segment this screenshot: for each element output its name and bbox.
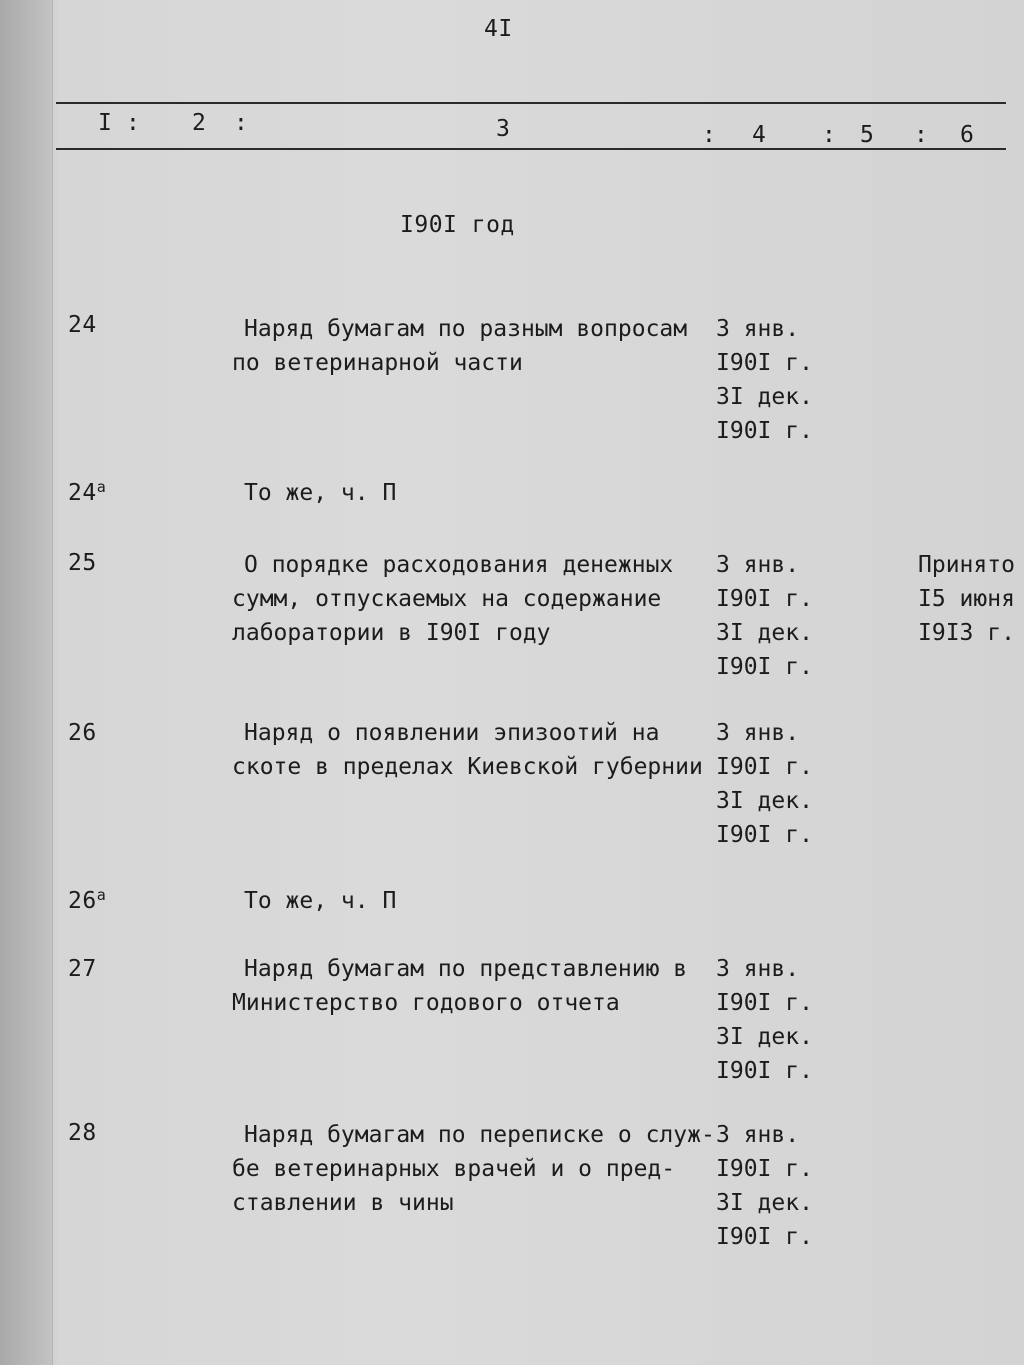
entry-number [68, 952, 97, 986]
entry-number-main: 24 [68, 312, 97, 338]
date-line: 3 янв. [716, 720, 800, 746]
entry-number [68, 716, 97, 750]
note-line: I9I3 г. [918, 620, 1015, 646]
date-line: I90I г. [716, 754, 813, 780]
description-line: Наряд бумагам по разным вопросам [244, 316, 688, 342]
entry-dates [716, 312, 813, 448]
entry-number-main: 26 [68, 888, 97, 914]
header-sep: : [234, 110, 249, 136]
entry-number-sup: а [96, 478, 107, 496]
description-line: Наряд бумагам по представлению в [244, 956, 688, 982]
entry-dates [716, 716, 813, 852]
header-sep: : [702, 122, 717, 148]
description-line: То же, ч. П [244, 888, 397, 914]
date-line: 3 янв. [716, 956, 800, 982]
entry-number-main: 24 [68, 480, 97, 506]
header-col-1: I [98, 110, 113, 136]
entry-description [232, 884, 396, 918]
date-line: I90I г. [716, 990, 813, 1016]
header-col-4: 4 [752, 122, 767, 148]
entry-number [68, 476, 106, 510]
date-line: I90I г. [716, 586, 813, 612]
entry-number-main: 27 [68, 956, 97, 982]
description-line: ставлении в чины [232, 1190, 454, 1216]
description-line: О порядке расходования денежных [244, 552, 674, 578]
date-line: 3I дек. [716, 384, 813, 410]
description-line: по ветеринарной части [232, 350, 523, 376]
entry-number [68, 546, 97, 580]
description-line: Наряд бумагам по переписке о служ- [244, 1122, 715, 1148]
entry-description [232, 716, 703, 784]
description-line: То же, ч. П [244, 480, 397, 506]
date-line: I90I г. [716, 1224, 813, 1250]
entry-dates [716, 952, 813, 1088]
entry-number-main: 26 [68, 720, 97, 746]
entry-description [232, 312, 687, 380]
description-line: Наряд о появлении эпизоотий на [244, 720, 660, 746]
entry-number [68, 1116, 97, 1150]
entry-dates [716, 548, 813, 684]
entry-number-main: 25 [68, 550, 97, 576]
entry-number-main: 28 [68, 1120, 97, 1146]
date-line: 3I дек. [716, 1024, 813, 1050]
entry-note [918, 548, 1015, 650]
date-line: 3I дек. [716, 1190, 813, 1216]
date-line: I90I г. [716, 654, 813, 680]
entry-description [232, 476, 396, 510]
header-col-5: 5 [860, 122, 875, 148]
description-line: лаборатории в I90I году [232, 620, 551, 646]
date-line: 3 янв. [716, 316, 800, 342]
entry-number [68, 884, 106, 918]
date-line: I90I г. [716, 350, 813, 376]
description-line: Министерство годового отчета [232, 990, 620, 1016]
description-line: бе ветеринарных врачей и о пред- [232, 1156, 676, 1182]
entry-number-sup: а [96, 886, 107, 904]
page-edge [0, 0, 53, 1365]
entry-description [232, 952, 687, 1020]
note-line: I5 июня [918, 586, 1015, 612]
entry-number [68, 308, 97, 342]
date-line: I90I г. [716, 822, 813, 848]
header-sep: : [914, 122, 929, 148]
description-line: сумм, отпускаемых на содержание [232, 586, 662, 612]
date-line: I90I г. [716, 1156, 813, 1182]
year-heading: I90I год [400, 212, 515, 238]
header-top-rule [56, 102, 1006, 104]
entry-dates [716, 1118, 813, 1254]
header-col-6: 6 [960, 122, 975, 148]
header-sep: : [822, 122, 837, 148]
date-line: 3 янв. [716, 1122, 800, 1148]
header-col-3: 3 [496, 116, 511, 142]
header-sep: : [126, 110, 141, 136]
date-line: 3 янв. [716, 552, 800, 578]
note-line: Принято [918, 552, 1015, 578]
header-col-2: 2 [192, 110, 207, 136]
date-line: I90I г. [716, 418, 813, 444]
date-line: 3I дек. [716, 620, 813, 646]
description-line: скоте в пределах Киевской губернии [232, 754, 703, 780]
entry-description [232, 1118, 715, 1220]
page-number: 4I [484, 16, 513, 42]
date-line: 3I дек. [716, 788, 813, 814]
date-line: I90I г. [716, 1058, 813, 1084]
entry-description [232, 548, 673, 650]
header-bottom-rule [56, 148, 1006, 150]
